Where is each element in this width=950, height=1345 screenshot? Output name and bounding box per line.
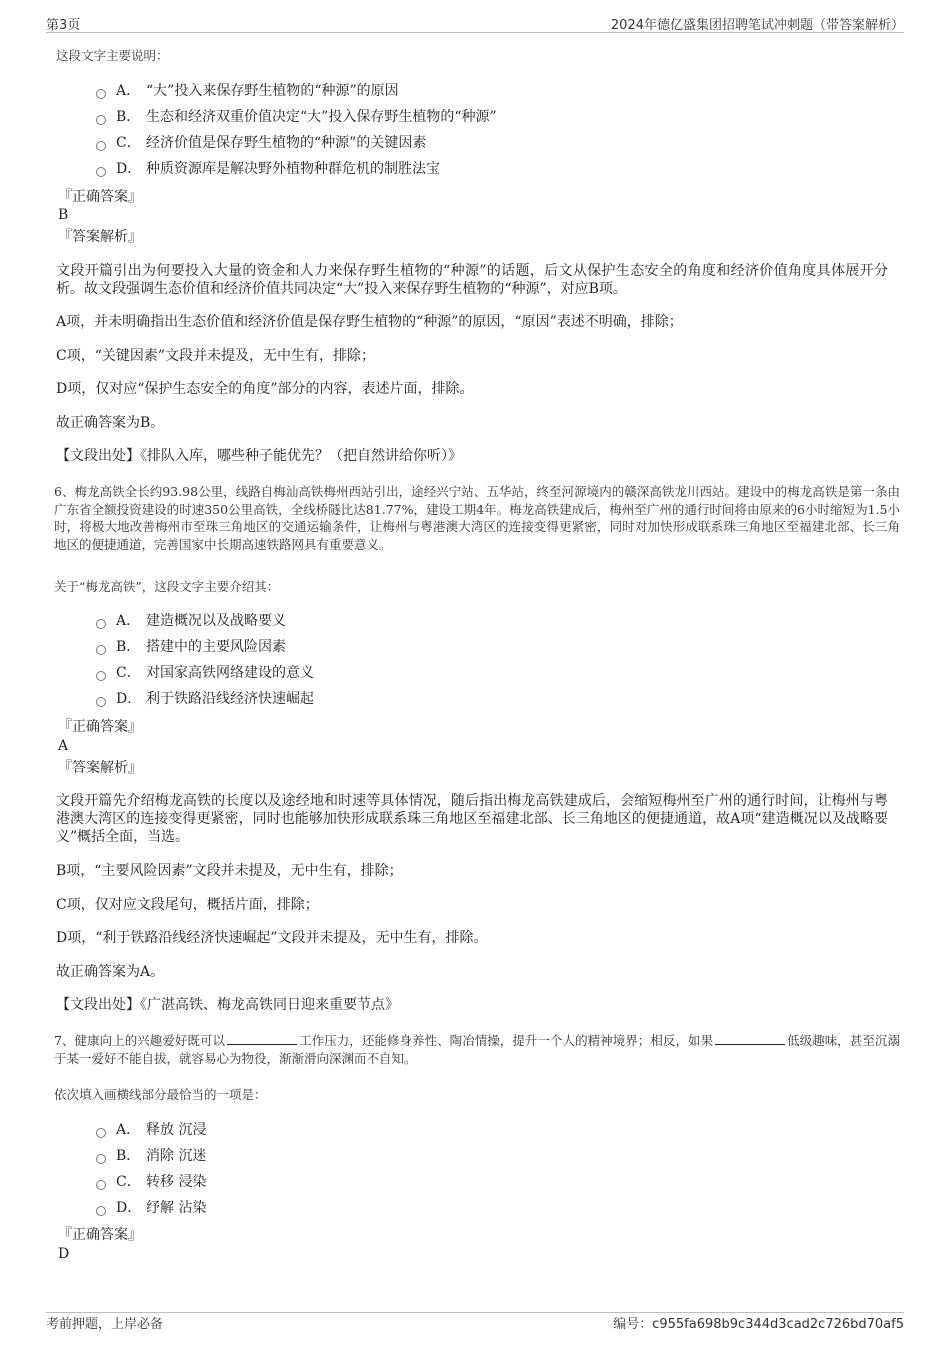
radio-icon[interactable] <box>96 1154 106 1164</box>
radio-icon[interactable] <box>96 141 106 151</box>
q5-analysis-main: 文段开篇引出为何要投入大量的资金和人力来保存野生植物的“种源”的话题，后文从保护生态安全的角度和经济价值角度具体展开分析。故文段强调生态价值和经济价值共同决定“大”投入来保存野生植物的“种源”，对应B项。 <box>56 263 888 297</box>
q6-option-d[interactable]: D． 利于铁路沿线经济快速崛起 <box>96 690 314 708</box>
radio-icon[interactable] <box>96 1206 106 1216</box>
document-id: 编号：c955fa698b9c344d3cad2c726bd70af5 <box>613 1317 904 1332</box>
radio-icon[interactable] <box>96 619 106 629</box>
q5-option-c[interactable]: C． 经济价值是保存野生植物的“种源”的关键因素 <box>96 134 426 152</box>
fill-blank-2 <box>715 1032 785 1045</box>
document-title: 2024年德亿盛集团招聘笔试冲刺题（带答案解析） <box>610 18 904 33</box>
q7-question: 依次填入画横线部分最恰当的一项是： <box>54 1087 267 1102</box>
q5-analysis-conclusion: 故正确答案为B。 <box>56 415 165 431</box>
q6-option-b[interactable]: B． 搭建中的主要风险因素 <box>96 638 286 656</box>
q5-option-b[interactable]: B． 生态和经济双重价值决定“大”投入保存野生植物的“种源” <box>96 108 497 126</box>
radio-icon[interactable] <box>96 645 106 655</box>
q5-answer: B <box>58 207 69 223</box>
radio-icon[interactable] <box>96 1128 106 1138</box>
q5-source: 【文段出处】《排队入库，哪些种子能优先？（把自然讲给你听）》 <box>56 448 462 464</box>
q5-analysis-label: 『答案解析』 <box>58 229 142 245</box>
q5-answer-label: 『正确答案』 <box>58 189 142 205</box>
q7-option-c[interactable]: C． 转移 浸染 <box>96 1173 206 1191</box>
q5-option-a[interactable]: A． “大”投入来保存野生植物的“种源”的原因 <box>96 82 399 100</box>
q6-answer-label: 『正确答案』 <box>58 719 142 735</box>
q6-analysis-main: 文段开篇先介绍梅龙高铁的长度以及途经地和时速等具体情况，随后指出梅龙高铁建成后，会缩短梅州至广州的通行时间，让梅州与粤港澳大湾区的连接变得更紧密，同时也能够加快形成联系珠三角地区至福建北部、长三角地区的便捷通道，故A项“建造概况以及战略要义”概括全面，当选。 <box>56 793 888 845</box>
q7-option-a[interactable]: A． 释放 沉浸 <box>96 1121 206 1139</box>
q6-answer: A <box>58 738 69 754</box>
q5-option-d[interactable]: D． 种质资源库是解决野外植物种群危机的制胜法宝 <box>96 160 440 178</box>
q5-analysis-c: C项，“关键因素”文段并未提及，无中生有，排除； <box>56 348 376 364</box>
q7-answer-label: 『正确答案』 <box>58 1227 142 1243</box>
q6-analysis-c: C项，仅对应文段尾句，概括片面，排除； <box>56 897 319 913</box>
q6-question: 关于“梅龙高铁”，这段文字主要介绍其： <box>54 579 280 594</box>
q6-source: 【文段出处】《广湛高铁、梅龙高铁同日迎来重要节点》 <box>56 997 399 1013</box>
page-number: 第3页 <box>46 18 81 33</box>
q5-analysis-d: D项，仅对应“保护生态安全的角度”部分的内容，表述片面，排除。 <box>56 381 474 397</box>
q6-option-a[interactable]: A． 建造概况以及战略要义 <box>96 612 286 630</box>
radio-icon[interactable] <box>96 697 106 707</box>
q7-option-b[interactable]: B． 消除 沉迷 <box>96 1147 206 1165</box>
fill-blank-1 <box>227 1032 297 1045</box>
radio-icon[interactable] <box>96 671 106 681</box>
radio-icon[interactable] <box>96 167 106 177</box>
radio-icon[interactable] <box>96 89 106 99</box>
q5-question: 这段文字主要说明： <box>56 48 169 63</box>
radio-icon[interactable] <box>96 1180 106 1190</box>
q6-analysis-d: D项，“利于铁路沿线经济快速崛起”文段并未提及，无中生有，排除。 <box>56 930 488 946</box>
q5-analysis-a: A项，并未明确指出生态价值和经济价值是保存野生植物的“种源”的原因，“原因”表述不明确，排除； <box>56 314 683 330</box>
q6-analysis-b: B项，“主要风险因素”文段并未提及，无中生有，排除； <box>56 863 403 879</box>
q7-passage: 7、健康向上的兴趣爱好既可以 工作压力，还能修身养性、陶冶情操，提升一个人的精神境界；相反，如果 低级趣味，甚至沉溺于某一爱好不能自拔，就容易心为物役，渐渐滑向深渊而不自知。 <box>54 1033 900 1066</box>
q7-option-d[interactable]: D． 纾解 沾染 <box>96 1199 206 1217</box>
footer-slogan: 考前押题，上岸必备 <box>46 1317 164 1332</box>
q6-option-c[interactable]: C． 对国家高铁网络建设的意义 <box>96 664 314 682</box>
q7-answer: D <box>58 1246 70 1262</box>
header-divider <box>46 32 904 33</box>
q6-analysis-conclusion: 故正确答案为A。 <box>56 964 165 980</box>
q6-passage: 6、梅龙高铁全长约93.98公里，线路自梅汕高铁梅州西站引出，途经兴宁站、五华站，终至河源境内的赣深高铁龙川西站。建设中的梅龙高铁是第一条由广东省全额投资建设的时速350公里高铁，全线桥隧比达81.77%，建设工期4年。梅龙高铁建成后，梅州至广州的通行时间将由原来的6小时缩短为1.5小时，将极大地改善梅州市至珠三角地区的交通运输条件，让梅州与粤港澳大湾区的连接变得更紧密，同时对加快形成联系珠三角地区至福建北部、长三角地区的便捷通道，完善国家中长期高速铁路网具有重要意义。 <box>54 484 900 552</box>
q6-analysis-label: 『答案解析』 <box>58 760 142 776</box>
radio-icon[interactable] <box>96 115 106 125</box>
